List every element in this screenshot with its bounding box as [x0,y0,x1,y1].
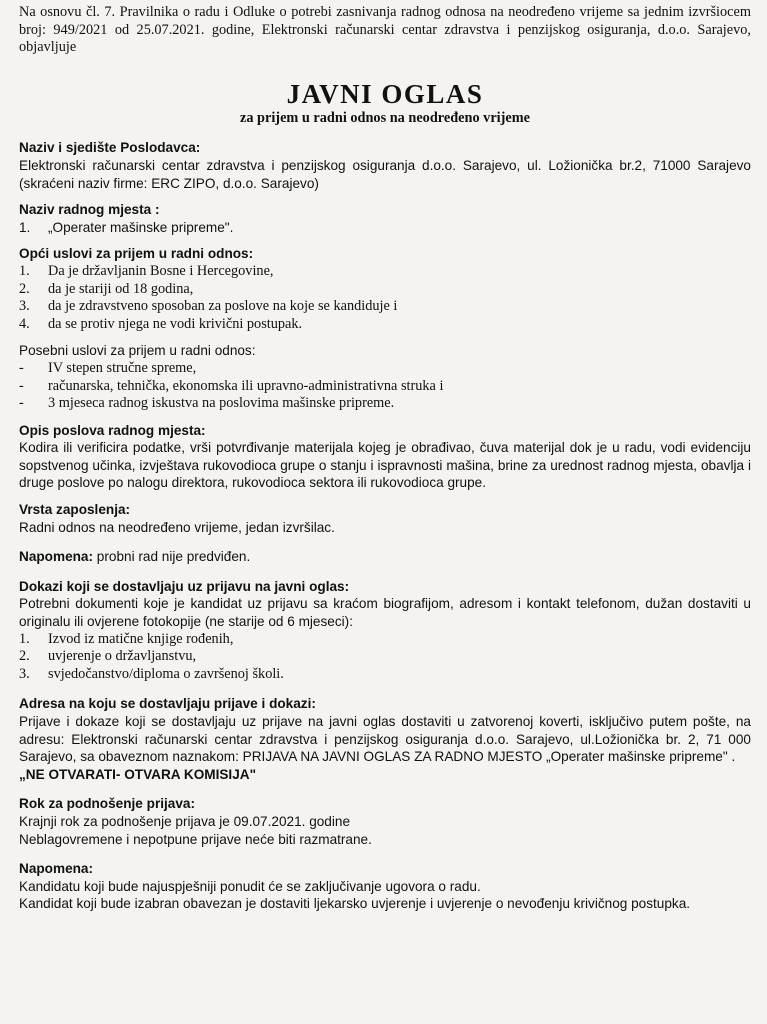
list-item [19,316,751,334]
item-number: 1. [19,262,30,279]
documents-section [19,578,751,684]
announcement-subtitle: za prijem u radni odnos na neodređeno vrijeme [239,109,531,126]
address-text: Prijave i dokaze koji se dostavljaju uz prijave na javni oglas dostaviti u zatvorenoj koverti, isključivo putem pošte, na adresu: Elektronski računarski centar zdravstva i penzijskog osiguranja d.o.o. Sarajevo, ul.Ložionička br. 2, 71 000 Sarajevo, sa obaveznom naznakom: PRIJAVA NA JAVNI OGLAS ZA RADNO MJESTO „Operater mašinske pripreme" . [19,714,751,765]
item-dash: - [19,359,24,376]
final-note-heading: Napomena: [19,861,94,877]
list-item [19,648,751,666]
item-number: 3. [19,298,30,315]
position-list [19,219,751,237]
special-conditions-heading: Posebni uslovi za prijem u radni odnos: [19,343,256,359]
list-item [19,263,751,281]
general-conditions-list [19,263,751,333]
note-label: Napomena: [19,549,94,565]
final-note-line-2: Kandidat koji bude izabran obavezan je dostaviti ljekarsko uvjerenje i uvjerenje o nevođenju krivičnog postupka. [19,896,691,912]
item-dash: - [19,377,24,394]
general-conditions-heading: Opći uslovi za prijem u radni odnos: [19,246,254,262]
intro-paragraph: Na osnovu čl. 7. Pravilnika o radu i Odluke o potrebi zasnivanja radnog odnosa na neodređeno vrijeme sa jednim izvršiocem broj: 949/2021 od 25.07.2021. godine, Elektronski računarski centar zdravstva i penzijskog osiguranja, d.o.o. Sarajevo, objavljuje [19,4,751,56]
documents-heading: Dokazi koji se dostavljaju uz prijavu na javni oglas: [19,578,350,594]
final-note-line-1: Kandidatu koji bude najuspješniji ponudit će se zaključivanje ugovora o radu. [19,878,481,894]
list-item [19,666,751,684]
special-conditions-section [19,342,751,412]
list-item [19,378,751,396]
documents-list [19,631,751,684]
item-text: da je stariji od 18 godina, [48,280,194,297]
item-text: „Operater mašinske pripreme". [48,219,234,235]
incomplete-applications-line: Neblagovremene i nepotpune prijave neće biti razmatrane. [19,831,372,847]
item-text: računarska, tehnička, ekonomska ili upravno-administrativna struka i [48,377,444,394]
item-text: da se protiv njega ne vodi krivični postupak. [48,315,303,332]
job-description-text: Kodira ili verificira podatke, vrši potvrđivanje materijala kojeg je obrađivao, čuva materijal dok je u radu, vodi evidenciju sopstvenog učinka, izvještava rukovodioca grupe o stanju i ispravnosti mašina, brine za urednost radnog mjesta, obavlja i druge poslove po nalogu direktora, rukovodioca sektora ili rukovodioca grupe. [19,440,751,491]
list-item [19,395,751,413]
special-conditions-list [19,360,751,413]
position-heading: Naziv radnog mjesta : [19,202,160,218]
position-section [19,201,751,236]
item-number: 4. [19,315,30,332]
do-not-open-note: „NE OTVARATI- OTVARA KOMISIJA" [19,766,257,782]
address-heading: Adresa na koju se dostavljaju prijave i dokazi: [19,696,316,712]
item-text: uvjerenje o državljanstvu, [48,648,197,665]
note-section [19,548,751,566]
address-section [19,695,751,783]
final-note-section [19,860,751,913]
employment-type-text: Radni odnos na neodređeno vrijeme, jedan izvršilac. [19,519,335,535]
item-text: Izvod iz matične knjige rođenih, [48,630,234,647]
item-text: Da je državljanin Bosne i Hercegovine, [48,262,274,279]
item-text: 3 mjeseca radnog iskustva na poslovima mašinske pripreme. [48,395,395,412]
job-description-heading: Opis poslova radnog mjesta: [19,422,206,438]
item-number: 3. [19,665,30,682]
employment-type-section [19,501,751,536]
list-item [19,298,751,316]
item-number: 2. [19,648,30,665]
announcement-title: JAVNI OGLAS [286,78,484,109]
item-dash: - [19,395,24,412]
item-number: 1. [19,630,30,647]
list-item [19,281,751,299]
deadline-heading: Rok za podnošenje prijava: [19,796,196,812]
item-text: da je zdravstveno sposoban za poslove na koje se kandiduje i [48,298,398,315]
employment-type-heading: Vrsta zaposlenja: [19,502,131,518]
employer-heading: Naziv i sjedište Poslodavca: [19,140,201,156]
general-conditions-section [19,245,751,333]
note-line [19,548,751,566]
list-item [19,631,751,649]
employer-text: Elektronski računarski centar zdravstva i penzijskog osiguranja d.o.o. Sarajevo, ul. Ložionička br.2, 71000 Sarajevo (skraćeni naziv firme: ERC ZIPO, d.o.o. Sarajevo) [19,157,751,191]
item-number: 2. [19,280,30,297]
item-text: svjedočanstvo/diploma o završenoj školi. [48,665,284,682]
deadline-line: Krajnji rok za podnošenje prijava je 09.07.2021. godine [19,813,351,829]
list-item [19,219,751,237]
employer-section [19,139,751,192]
deadline-section [19,795,751,848]
item-number: 1. [19,219,31,235]
job-description-section [19,422,751,492]
note-text: probni rad nije predviđen. [93,549,251,565]
item-text: IV stepen stručne spreme, [48,359,197,376]
documents-text: Potrebni dokumenti koje je kandidat uz prijavu sa kraćom biografijom, adresom i kontakt telefonom, dužan dostaviti u originalu ili ovjerene fotokopije (ne starije od 6 mjeseci): [19,596,751,630]
list-item [19,360,751,378]
